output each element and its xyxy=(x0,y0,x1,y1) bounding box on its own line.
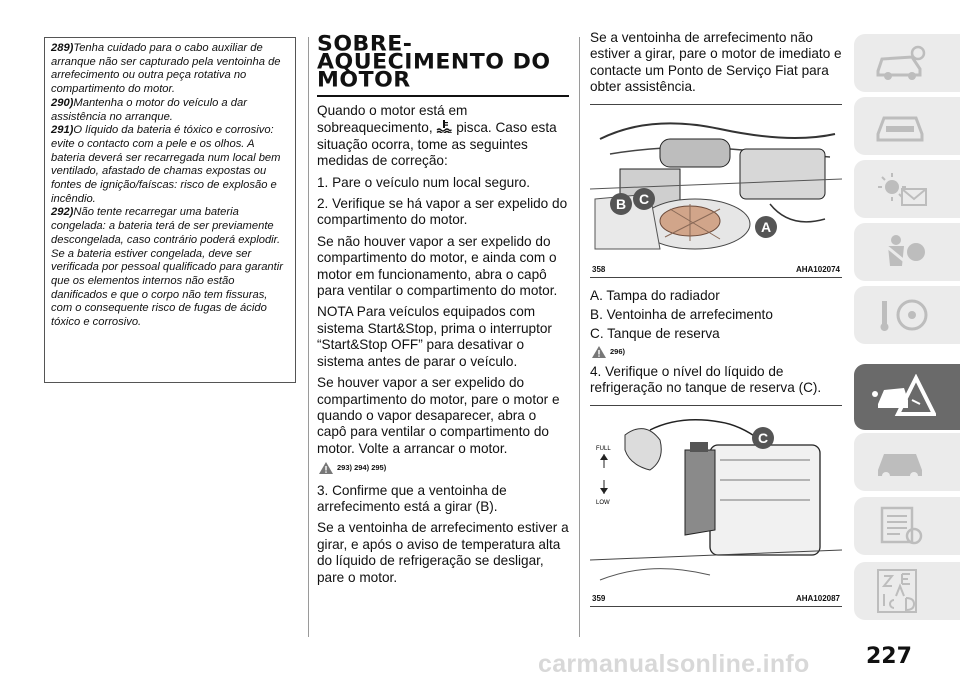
car-maintenance-icon xyxy=(872,442,932,482)
tab-dashboard[interactable] xyxy=(854,97,960,155)
figure-code: AHA102087 xyxy=(795,593,840,603)
low-mark-label: LOW xyxy=(596,499,610,506)
figure-number: 358 xyxy=(592,264,606,274)
callout-c: C xyxy=(757,429,769,446)
specifications-list-icon xyxy=(872,506,932,546)
lights-message-icon xyxy=(872,169,932,209)
figure-358 xyxy=(590,104,842,278)
warning-291: 291)O líquido da bateria é tóxico e corrosivo: evite o contacto com a pele e os olhos. A bateria deverá ser recarregada num local bem ventilado, afastado de chamas expostas ou fontes de ignição/faíscas: risco de explosão e incêndio. xyxy=(51,124,281,205)
legend-c: C. Tanque de reserva xyxy=(590,326,720,342)
vapor-paragraph: Se houver vapor a ser expelido do compartimento do motor, pare o motor e quando o vapor desaparecer, abra o capô para ventilar o compartimento do motor. Volte a arrancar o motor. xyxy=(317,375,560,456)
column-divider xyxy=(579,37,580,637)
warning-289: 289)Tenha cuidado para o cabo auxiliar de arranque não ser capturado pela ventoinha de arrefecimento ou outra peça rotativa no compartimento do motor. xyxy=(51,42,281,96)
note-paragraph: NOTA Para veículos equipados com sistema Start&Stop, prima o interruptor “Start&Stop OFF” para desativar o sistema antes de parar o veículo. xyxy=(317,304,552,369)
fan-not-turning-paragraph: Se a ventoinha de arrefecimento não estiver a girar, pare o motor de imediato e contacte um Ponto de Serviço Fiat para obter assistência. xyxy=(590,30,842,95)
figure-number: 359 xyxy=(592,593,606,603)
tab-know-your-car[interactable] xyxy=(854,34,960,92)
warning-refs-2: 296) xyxy=(592,346,842,358)
callout-a: A xyxy=(760,218,772,235)
warnings-box xyxy=(44,37,296,383)
steering-key-icon xyxy=(872,295,932,335)
section-title: SOBRE- AQUECIMENTO DO MOTOR xyxy=(317,32,551,93)
tab-starting-driving[interactable] xyxy=(854,286,960,344)
warning-refs: 293) 294) 295) xyxy=(319,460,569,476)
reserve-tank-illustration xyxy=(590,410,842,588)
engine-bay-illustration xyxy=(590,109,842,259)
step-2: 2. Verifique se há vapor a ser expelido do compartimento do motor. xyxy=(317,196,568,228)
alphabetical-index-icon xyxy=(872,566,932,616)
tab-emergency[interactable] xyxy=(854,364,960,430)
legend-b: B. Ventoinha de arrefecimento xyxy=(590,307,773,323)
tab-maintenance[interactable] xyxy=(854,433,960,491)
intro-paragraph: Quando o motor está em sobreaquecimento, pisca. Caso esta situação ocorra, tome as seguintes medidas de correção: xyxy=(317,103,557,169)
warning-290: 290)Mantenha o motor do veículo a dar assistência no arranque. xyxy=(51,96,247,123)
right-column xyxy=(590,30,842,607)
emergency-triangle-icon xyxy=(870,374,936,420)
column-divider xyxy=(308,37,309,637)
airbag-seatbelt-icon xyxy=(872,232,932,272)
full-mark-label: FULL xyxy=(596,445,611,452)
step-3: 3. Confirme que a ventoinha de arrefecimento está a girar (B). xyxy=(317,482,507,514)
page-number: 227 xyxy=(866,644,912,669)
no-vapor-paragraph: Se não houver vapor a ser expelido do compartimento do motor, e ainda com o motor em funcionamento, abra o capô para ventilar o compartimento do motor. xyxy=(317,233,558,299)
coolant-temperature-icon xyxy=(436,119,452,133)
legend-a: A. Tampa do radiador xyxy=(590,287,720,303)
warning-triangle-icon xyxy=(592,346,606,358)
watermark: carmanualsonline.info xyxy=(538,650,810,678)
tab-index[interactable] xyxy=(854,562,960,620)
figure-code: AHA102074 xyxy=(795,264,840,274)
figure-359 xyxy=(590,405,842,607)
tab-safety[interactable] xyxy=(854,223,960,281)
callout-b: B xyxy=(615,195,627,212)
section-overheating xyxy=(317,34,569,591)
title-underline xyxy=(317,95,569,97)
step-4: 4. Verifique o nível do líquido de refrigeração no tanque de reserva (C). xyxy=(590,363,822,396)
tab-technical-data[interactable] xyxy=(854,497,960,555)
callout-c: C xyxy=(638,190,650,207)
warning-triangle-icon xyxy=(319,462,333,474)
figure-legend xyxy=(590,288,842,343)
tab-lights-messages[interactable] xyxy=(854,160,960,218)
car-search-icon xyxy=(872,43,932,83)
fan-paragraph: Se a ventoinha de arrefecimento estiver a girar, e após o aviso de temperatura alta do líquido de refrigeração se desligar, pare o motor. xyxy=(317,520,569,585)
warning-292: 292)Não tente recarregar uma bateria congelada: a bateria terá de ser previamente descongelada, caso contrário poderá explodir. Se a bateria estiver congelada, deve ser verificada por pessoal qualificado para garantir que os elementos internos não estão danificados e que o corpo não tem fissuras, com o consequente risco de fugas de ácido tóxico e corrosivo. xyxy=(51,206,283,329)
car-dashboard-icon xyxy=(872,106,932,146)
step-1: 1. Pare o veículo num local seguro. xyxy=(317,174,531,190)
